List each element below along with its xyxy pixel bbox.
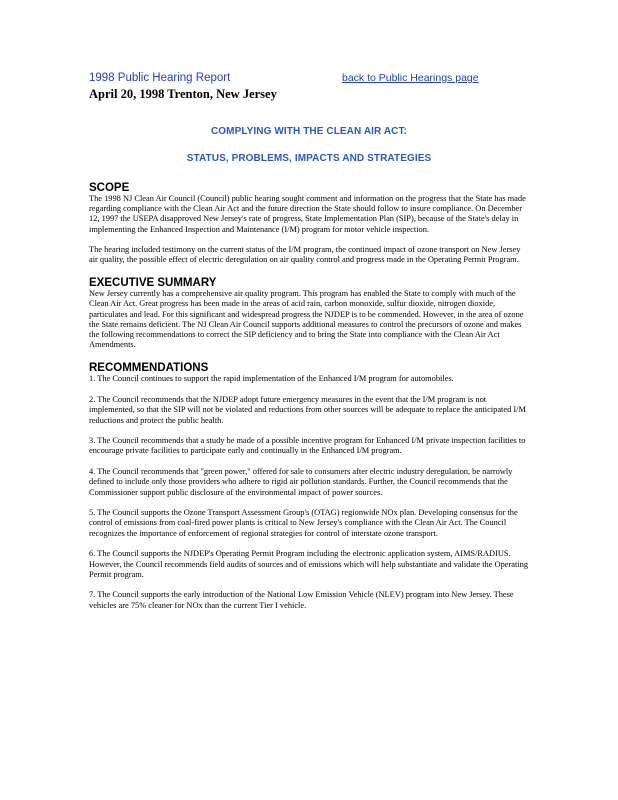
- executive-summary-text: New Jersey currently has a comprehensive air quality program. This program has enabled the State to comply with much of the Clean Air Act. Great progress has been made in the areas of acid rain, carbon monoxide, sulfur dioxide, nitrogen dioxide, particulates and lead. For this significant and widespread progress the NJDEP is to be commended. However, in the area of ozone the State remains deficient. The NJ Clean Air Council supports additional measures to control the precursors of ozone and makes the following recommendations to correct the SIP deficiency and to bring the State into compliance with the Clean Air Act Amendments.: [89, 289, 524, 350]
- recommendations-heading: RECOMMENDATIONS: [89, 362, 209, 375]
- scope-heading: SCOPE: [89, 182, 130, 194]
- recommendation-item: 1. The Council continues to support the rapid implementation of the Enhanced I/M program for automobiles.: [89, 374, 454, 384]
- recommendation-item: 5. The Council supports the Ozone Transport Assessment Group's (OTAG) regionwide NOx plan. Developing consensus for the control of emissions from coal-fired power plants is critical to New Jersey's compliance with the Clean Air Act. The Council recognizes the importance of enforcement of regional strategies for control of interstate ozone transport.: [89, 508, 518, 538]
- scope-paragraph-1: The 1998 NJ Clean Air Council (Council) public hearing sought comment and information on the progress that the State has made regarding compliance with the Clean Air Act and the future direction the State should follow to insure compliance. On December 12, 1997 the USEPA disapproved New Jersey's rate of progress, State Implementation Plan (SIP), because of the State's delay in implementing the Enhanced Inspection and Maintenance (I/M) program for motor vehicle inspection.: [89, 194, 526, 234]
- document-page: [89, 72, 529, 611]
- hearing-date-location: April 20, 1998 Trenton, New Jersey: [89, 87, 277, 101]
- main-heading: COMPLYING WITH THE CLEAN AIR ACT:: [210, 126, 408, 137]
- header-row: [89, 72, 529, 87]
- recommendation-item: 7. The Council supports the early introduction of the National Low Emission Vehicle (NLEV) program into New Jersey. These vehicles are 75% cleaner for NOx than the current Tier I vehicle.: [89, 590, 514, 610]
- recommendation-item: 3. The Council recommends that a study be made of a possible incentive program for Enhanced I/M private inspection facilities to encourage private facilities to participate early and continually in the Enhanced I/M program.: [89, 436, 526, 456]
- recommendation-item: 2. The Council recommends that the NJDEP adopt future emergency measures in the event that the I/M program is not implemented, so that the SIP will not be violated and reductions from other sources will be adequate to replace the anticipated I/M reductions and protect the public health.: [89, 395, 526, 425]
- recommendation-item: 6. The Council supports the NJDEP's Operating Permit Program including the electronic application system, AIMS/RADIUS. However, the Council recommends field audits of sources and of emissions which will help substantiate and validate the Operating Permit program.: [89, 549, 529, 579]
- sub-heading: STATUS, PROBLEMS, IMPACTS AND STRATEGIES: [186, 153, 432, 164]
- report-title: 1998 Public Hearing Report: [89, 72, 231, 84]
- executive-summary-heading: EXECUTIVE SUMMARY: [89, 277, 217, 290]
- scope-paragraph-2: The hearing included testimony on the current status of the I/M program, the continued impact of ozone transport on New Jersey air quality, the possible effect of electric deregulation on air quality control and progress made in the Operating Permit Program.: [89, 244, 521, 265]
- back-to-public-hearings-link[interactable]: back to Public Hearings page: [342, 72, 479, 84]
- recommendation-item: 4. The Council recommends that "green power," offered for sale to consumers after electric industry deregulation, be narrowly defined to include only those providers who adhere to rigid air pollution standards. Further, the Council recommends that the Commissioner support public disclosure of the environmental impact of power sources.: [89, 467, 513, 497]
